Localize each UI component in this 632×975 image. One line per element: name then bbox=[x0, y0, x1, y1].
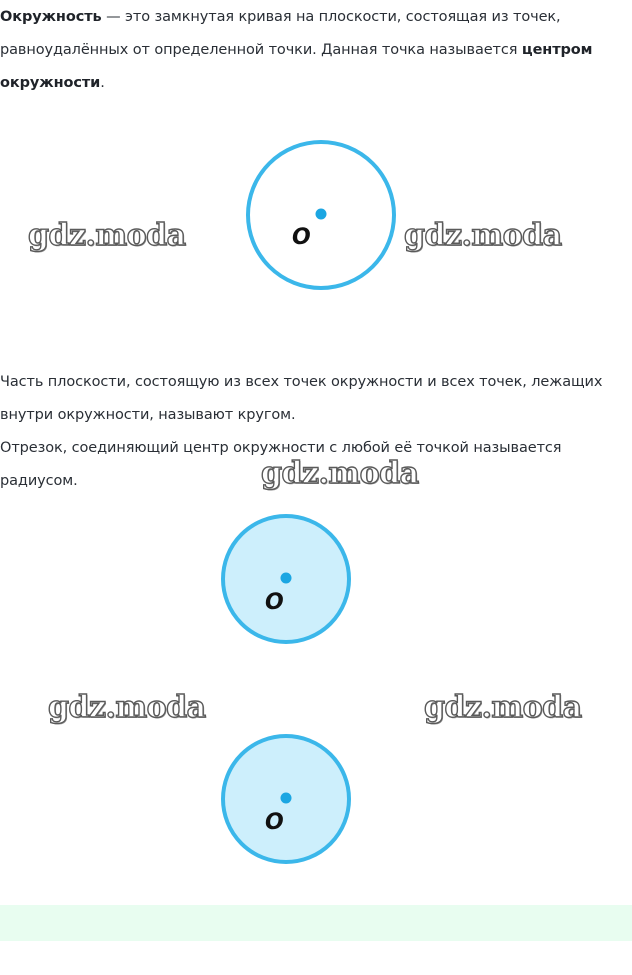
term-circle: Окружность bbox=[0, 9, 102, 25]
disk-2-center-dot bbox=[281, 793, 292, 804]
disk-2-center-label: O bbox=[265, 810, 284, 835]
center-dot bbox=[316, 209, 327, 220]
circle-definition-paragraph bbox=[0, 1, 630, 100]
watermark-4: gdz.moda bbox=[48, 690, 206, 725]
watermark-1: gdz.moda bbox=[28, 218, 186, 253]
circle-definition-end: . bbox=[100, 75, 105, 91]
watermark-5: gdz.moda bbox=[424, 690, 582, 725]
disk-1-center-dot bbox=[281, 573, 292, 584]
circle-definition-text: — это замкнутая кривая на плоскости, состоящая из точек, равноудалённых от определенной точки. Данная точка называется bbox=[0, 9, 561, 58]
center-label: O bbox=[292, 225, 311, 250]
watermark-2: gdz.moda bbox=[404, 218, 562, 253]
watermark-3: gdz.moda bbox=[261, 456, 419, 491]
circle-figure bbox=[244, 138, 400, 292]
disk-definition-paragraph: Часть плоскости, состоящую из всех точек окружности и всех точек, лежащих внутри окружности, называют кругом. bbox=[0, 374, 603, 423]
term-center: центром окружности bbox=[0, 42, 593, 91]
disk-1-center-label: O bbox=[265, 590, 284, 615]
radius-definition-paragraph: Отрезок, соединяющий центр окружности с любой её точкой называется радиусом. bbox=[0, 440, 562, 489]
green-strip bbox=[0, 905, 632, 941]
disk-figure-1 bbox=[219, 512, 353, 646]
disk-figure-2 bbox=[219, 732, 353, 866]
